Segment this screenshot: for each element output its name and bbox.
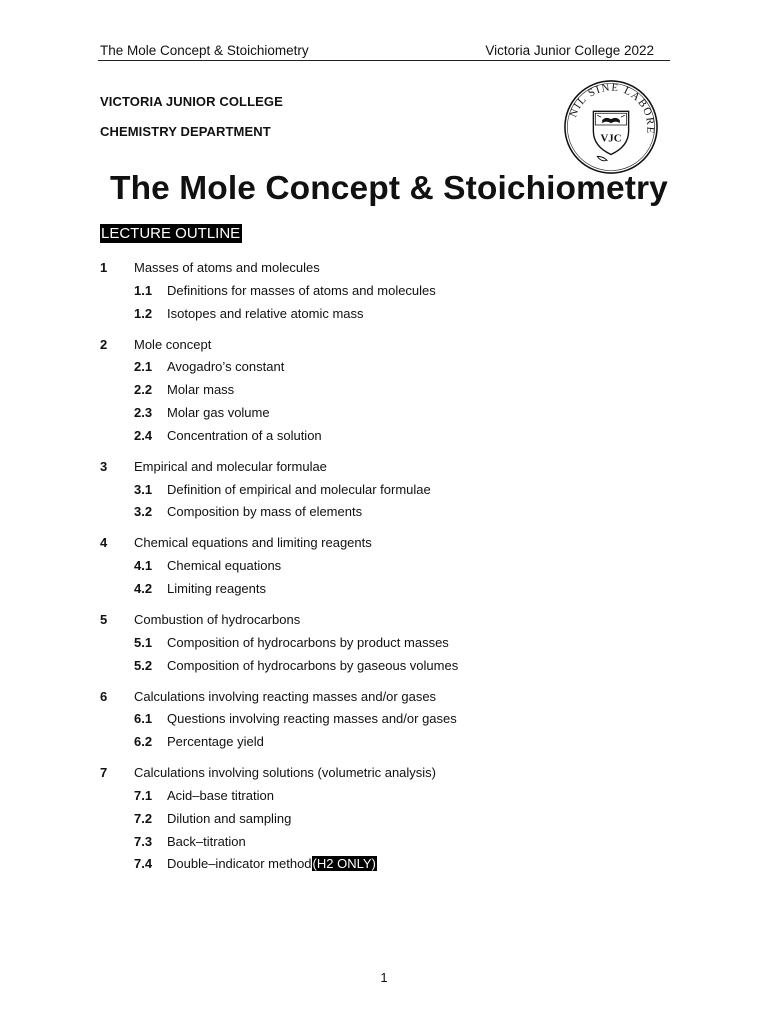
section-title: Mole concept bbox=[134, 336, 212, 352]
subsection-number: 3.2 bbox=[134, 504, 153, 520]
running-header-college: Victoria Junior College 2022 bbox=[485, 43, 654, 58]
subsection-title bbox=[167, 428, 322, 443]
subsection-number: 2.1 bbox=[134, 359, 153, 375]
subsection-number: 5.1 bbox=[134, 634, 153, 650]
subsection-number: 7.1 bbox=[134, 788, 153, 803]
subsection-number: 7.2 bbox=[134, 810, 153, 826]
subsection-title bbox=[167, 306, 364, 321]
section-title: Combustion of hydrocarbons bbox=[134, 612, 301, 627]
subsection-number: 7.3 bbox=[134, 833, 153, 849]
subsection-title-text: Back–titration bbox=[167, 833, 246, 849]
department-name: CHEMISTRY DEPARTMENT bbox=[100, 124, 271, 139]
subsection-title-text: Acid–base titration bbox=[167, 788, 274, 803]
subsection-number: 4.1 bbox=[134, 558, 153, 574]
subsection-title-text: Chemical equations bbox=[167, 558, 282, 574]
page-number: 1 bbox=[380, 970, 388, 985]
section-number: 2 bbox=[100, 336, 108, 352]
subsection-title-text: Composition of hydrocarbons by gaseous volumes bbox=[167, 657, 459, 673]
subsection-number: 2.2 bbox=[134, 382, 153, 398]
subsection-number: 1.2 bbox=[134, 305, 153, 321]
section-number: 5 bbox=[100, 612, 108, 627]
subsection-title bbox=[167, 658, 458, 673]
section-title: Masses of atoms and molecules bbox=[134, 260, 320, 275]
subsection-number: 1.1 bbox=[134, 282, 153, 298]
section-title: Empirical and molecular formulae bbox=[134, 458, 327, 474]
svg-text:NIL SINE LABORE: NIL SINE LABORE bbox=[567, 81, 657, 136]
subsection-title-text: Composition of hydrocarbons by product masses bbox=[167, 634, 449, 650]
subsection-number: 3.1 bbox=[134, 481, 153, 497]
subsection-title bbox=[167, 405, 270, 420]
subsection-title bbox=[167, 788, 274, 803]
subsection-title bbox=[167, 359, 284, 374]
subsection-title-text: Percentage yield bbox=[167, 734, 264, 750]
subsection-number: 2.3 bbox=[134, 405, 153, 420]
subsection-title bbox=[167, 482, 431, 497]
subsection-title-text: Dilution and sampling bbox=[167, 810, 292, 826]
section-title: Calculations involving reacting masses and/or gases bbox=[134, 688, 437, 704]
subsection-title bbox=[167, 734, 264, 749]
subsection-title bbox=[167, 382, 234, 397]
document-title: The Mole Concept & Stoichiometry bbox=[110, 170, 668, 207]
subsection-title bbox=[167, 581, 266, 596]
subsection-number: 6.1 bbox=[134, 711, 153, 727]
subsection-title bbox=[167, 558, 281, 573]
section-number: 6 bbox=[100, 688, 108, 704]
subsection-title bbox=[167, 635, 449, 650]
subsection-title bbox=[167, 834, 246, 849]
subsection-title-text: Isotopes and relative atomic mass bbox=[167, 305, 364, 321]
running-header-title: The Mole Concept & Stoichiometry bbox=[100, 43, 309, 58]
section-number: 3 bbox=[100, 458, 108, 474]
section-number: 7 bbox=[100, 765, 108, 781]
section-title: Calculations involving solutions (volumetric analysis) bbox=[134, 765, 437, 781]
subsection-title-text: Double–indicator method bbox=[167, 856, 312, 872]
h2-only-badge: (H2 ONLY) bbox=[312, 856, 376, 872]
subsection-number: 2.4 bbox=[134, 427, 153, 443]
svg-text:VJC: VJC bbox=[600, 132, 622, 145]
subsection-title-text: Avogadro’s constant bbox=[167, 359, 285, 375]
subsection-title bbox=[167, 856, 377, 871]
subsection-number: 5.2 bbox=[134, 657, 153, 673]
subsection-number: 4.2 bbox=[134, 581, 153, 596]
subsection-title-text: Molar mass bbox=[167, 382, 235, 398]
subsection-title bbox=[167, 711, 457, 726]
subsection-title-text: Molar gas volume bbox=[167, 405, 270, 420]
header-divider bbox=[98, 60, 670, 61]
section-number: 4 bbox=[100, 535, 108, 551]
subsection-title-text: Definition of empirical and molecular formulae bbox=[167, 481, 431, 497]
section-number: 1 bbox=[100, 260, 108, 275]
subsection-title-text: Concentration of a solution bbox=[167, 427, 322, 443]
lecture-outline-label: LECTURE OUTLINE bbox=[101, 225, 241, 242]
subsection-title-text: Definitions for masses of atoms and molecules bbox=[167, 282, 436, 298]
subsection-title-text: Composition by mass of elements bbox=[167, 504, 363, 520]
subsection-title bbox=[167, 504, 362, 519]
subsection-title-text: Questions involving reacting masses and/or gases bbox=[167, 711, 457, 727]
institution-name: VICTORIA JUNIOR COLLEGE bbox=[100, 94, 283, 109]
subsection-number: 7.4 bbox=[134, 856, 153, 872]
college-seal-icon bbox=[562, 78, 660, 176]
subsection-number: 6.2 bbox=[134, 734, 153, 750]
subsection-title bbox=[167, 283, 436, 298]
section-title: Chemical equations and limiting reagents bbox=[134, 535, 372, 551]
subsection-title bbox=[167, 811, 291, 826]
subsection-title-text: Limiting reagents bbox=[167, 581, 266, 596]
